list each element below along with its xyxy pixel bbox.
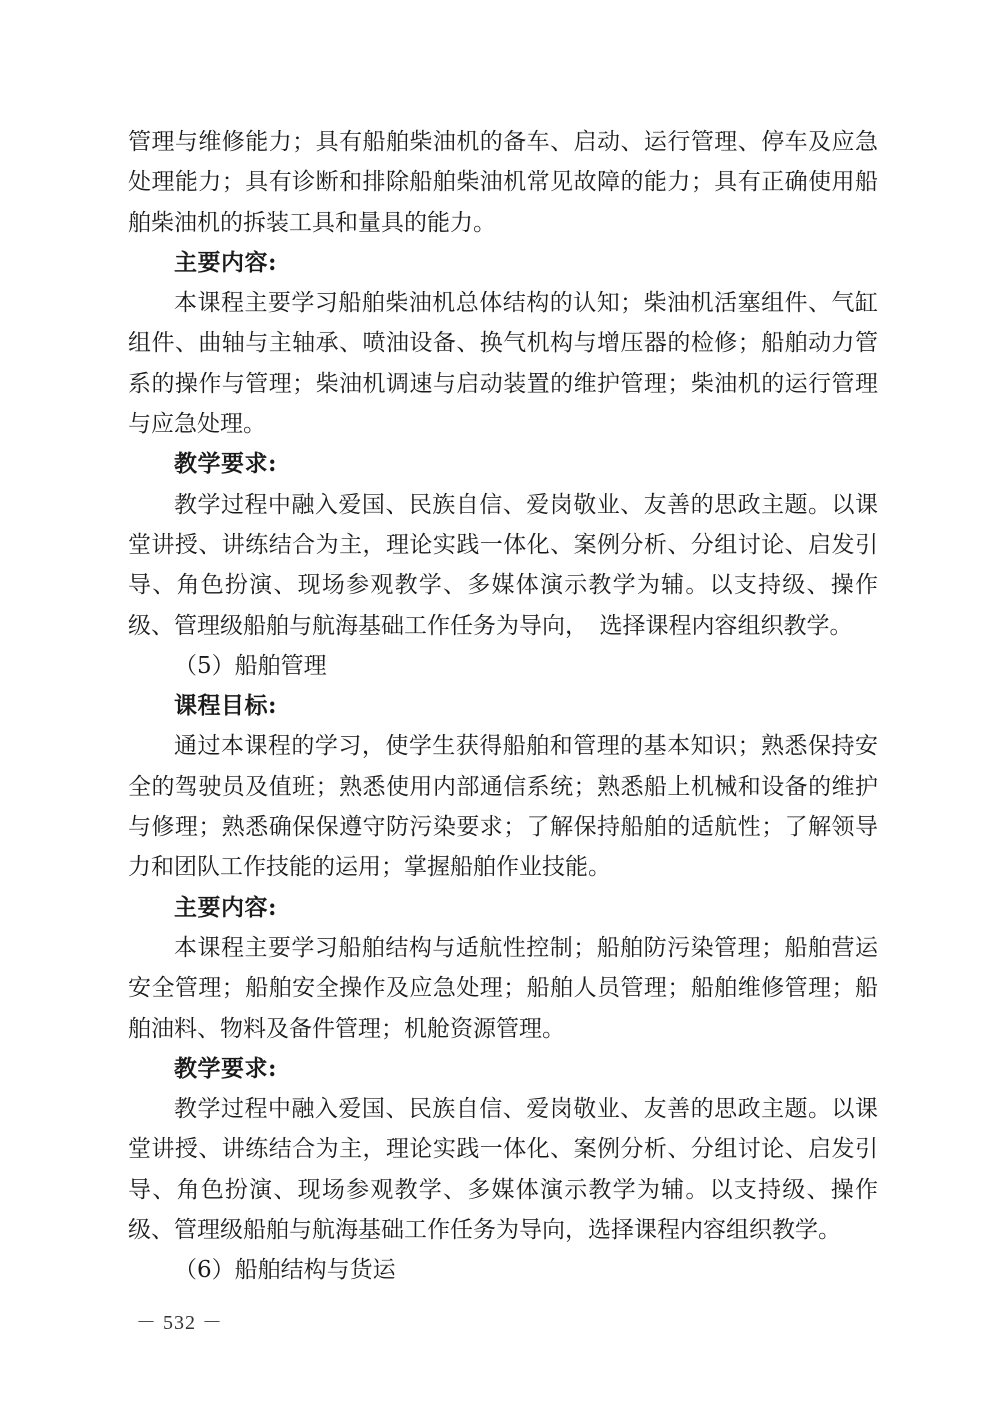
body-content (128, 122, 878, 1291)
subsection-title-ship-management: （5）船舶管理 (174, 652, 327, 679)
section-heading-teaching-requirements: 教学要求: (174, 450, 277, 478)
paragraph: 本课程主要学习船舶柴油机总体结构的认知；柴油机活塞组件、气缸组件、曲轴与主轴承、喷油设备、换气机构与增压器的检修；船舶动力管系的操作与管理；柴油机调速与启动装置的维护管理；柴油机的运行管理与应急处理。 (128, 290, 878, 438)
subsection-title-ship-structure-cargo: （6）船舶结构与货运 (174, 1257, 396, 1284)
paragraph: 通过本课程的学习，使学生获得船舶和管理的基本知识；熟悉保持安全的驾驶员及值班；熟悉使用内部通信系统；熟悉船上机械和设备的维护与修理；熟悉确保保遵守防污染要求；了解保持船舶的适航性；了解领导力和团队工作技能的运用；掌握船舶作业技能。 (128, 733, 878, 881)
section-heading-main-content: 主要内容: (174, 893, 277, 921)
paragraph: 教学过程中融入爱国、民族自信、爱岗敬业、友善的思政主题。以课堂讲授、讲练结合为主，理论实践一体化、案例分析、分组讨论、启发引导、角色扮演、现场参观教学、多媒体演示教学为辅。以支持级、操作级、管理级船舶与航海基础工作任务为导向， 选择课程内容组织教学。 (128, 491, 878, 639)
section-heading-course-objectives: 课程目标: (174, 692, 277, 720)
section-heading-teaching-requirements: 教学要求: (174, 1054, 277, 1082)
paragraph: 本课程主要学习船舶结构与适航性控制；船舶防污染管理；船舶营运安全管理；船舶安全操作及应急处理；船舶人员管理；船舶维修管理；船舶油料、物料及备件管理；机舱资源管理。 (128, 934, 878, 1042)
section-heading-main-content: 主要内容: (174, 248, 277, 276)
paragraph: 教学过程中融入爱国、民族自信、爱岗敬业、友善的思政主题。以课堂讲授、讲练结合为主，理论实践一体化、案例分析、分组讨论、启发引导、角色扮演、现场参观教学、多媒体演示教学为辅。以支持级、操作级、管理级船舶与航海基础工作任务为导向，选择课程内容组织教学。 (128, 1096, 878, 1244)
paragraph-continued: 管理与维修能力；具有船舶柴油机的备车、启动、运行管理、停车及应急处理能力；具有诊断和排除船舶柴油机常见故障的能力；具有正确使用船舶柴油机的拆装工具和量具的能力。 (128, 129, 878, 236)
page-number: － 532 － (136, 1312, 223, 1334)
